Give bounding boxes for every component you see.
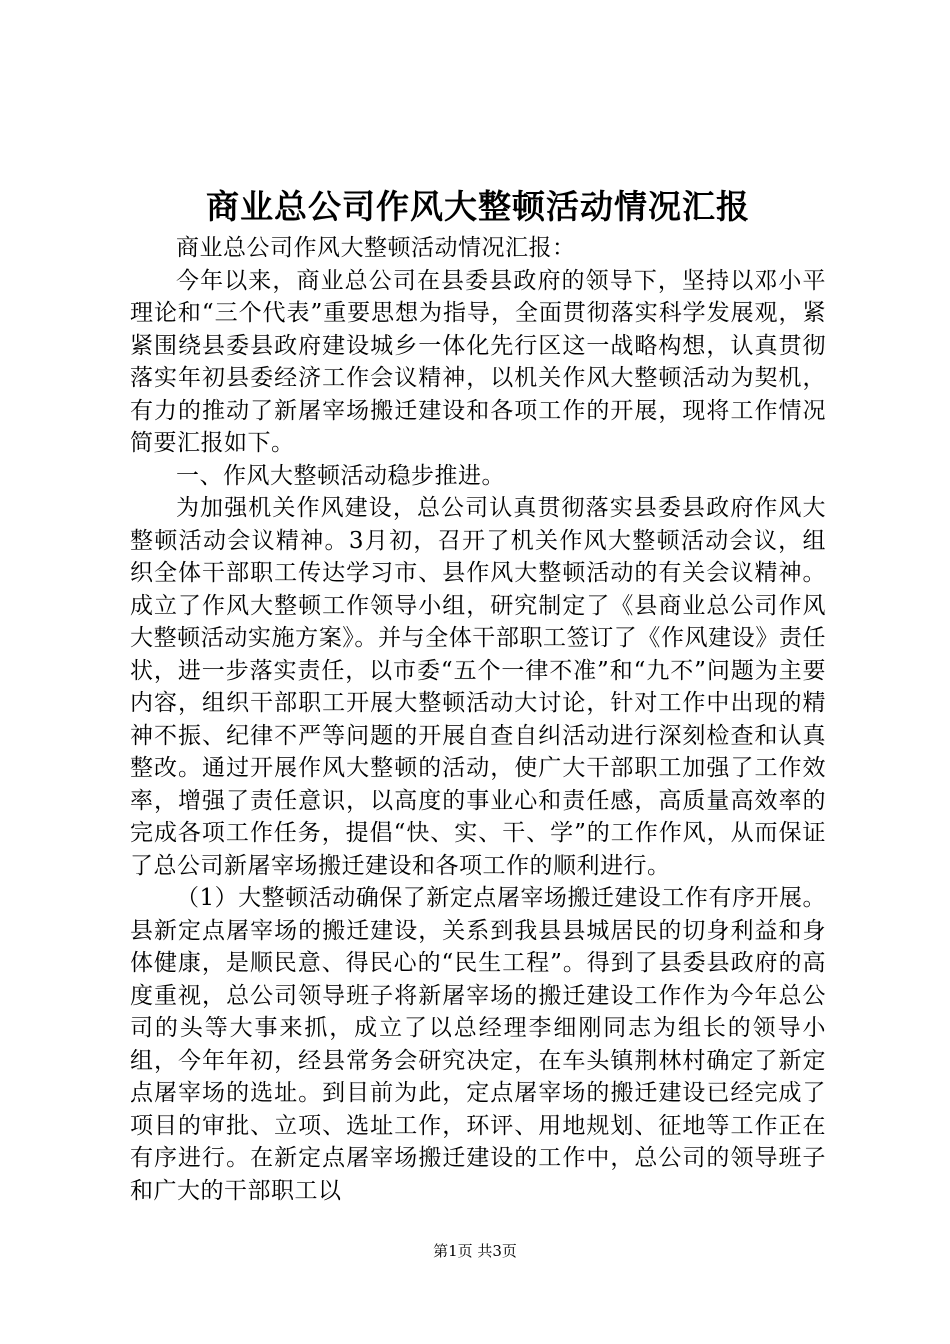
section-heading: 一、作风大整顿活动稳步推进。 [176,462,505,489]
paragraph-section-one: 为加强机关作风建设，总公司认真贯彻落实县委县政府作风大整顿活动会议精神。3月初，召开了机关作风大整顿活动会议，组织全体干部职工传达学习市、县作风大整顿活动的有关会议精神。成立了作风大整顿工作领导小组，研究制定了《县商业总公司作风大整顿活动实施方案》。并与全体干部职工签订了《作风建设》责任状，进一步落实责任，以市委“五个一律不准”和“九不”问题为主要内容，组织干部职工开展大整顿活动大讨论，针对工作中出现的精神不振、纪律不严等问题的开展自查自纠活动进行深刻检查和认真整改。通过开展作风大整顿的活动，使广大干部职工加强了工作效率，增强了责任意识，以高度的事业心和责任感，高质量高效率的完成各项工作任务，提倡“快、实、干、学”的工作作风，从而保证了总公司新屠宰场搬迁建设和各项工作的顺利进行。 [130,495,826,879]
paragraph-salutation: 商业总公司作风大整顿活动情况汇报： [176,235,576,261]
paragraph-intro: 今年以来，商业总公司在县委县政府的领导下，坚持以邓小平理论和“三个代表”重要思想为指导，全面贯彻落实科学发展观，紧紧围绕县委县政府建设城乡一体化先行区这一战略构想，认真贯彻落实年初县委经济工作会议精神，以机关作风大整顿活动为契机，有力的推动了新屠宰场搬迁建设和各项工作的开展，现将工作情况简要汇报如下。 [130,267,826,456]
paragraph-item-one: （1）大整顿活动确保了新定点屠宰场搬迁建设工作有序开展。县新定点屠宰场的搬迁建设，关系到我县县城居民的切身利益和身体健康，是顺民意、得民心的“民生工程”。得到了县委县政府的高度重视，总公司领导班子将新屠宰场的搬迁建设工作作为今年总公司的头等大事来抓，成立了以总经理李细刚同志为组长的领导小组，今年年初，经县常务会研究决定，在车头镇荆林村确定了新定点屠宰场的选址。到目前为此，定点屠宰场的搬迁建设已经完成了项目的审批、立项、选址工作，环评、用地规划、征地等工作正在有序进行。在新定点屠宰场搬迁建设的工作中，总公司的领导班子和广大的干部职工以 [130,885,826,1204]
document-body [130,232,826,1207]
page-number-footer: 第1页 共3页 [433,1242,517,1260]
document-title: 商业总公司作风大整顿活动情况汇报 [206,187,750,226]
